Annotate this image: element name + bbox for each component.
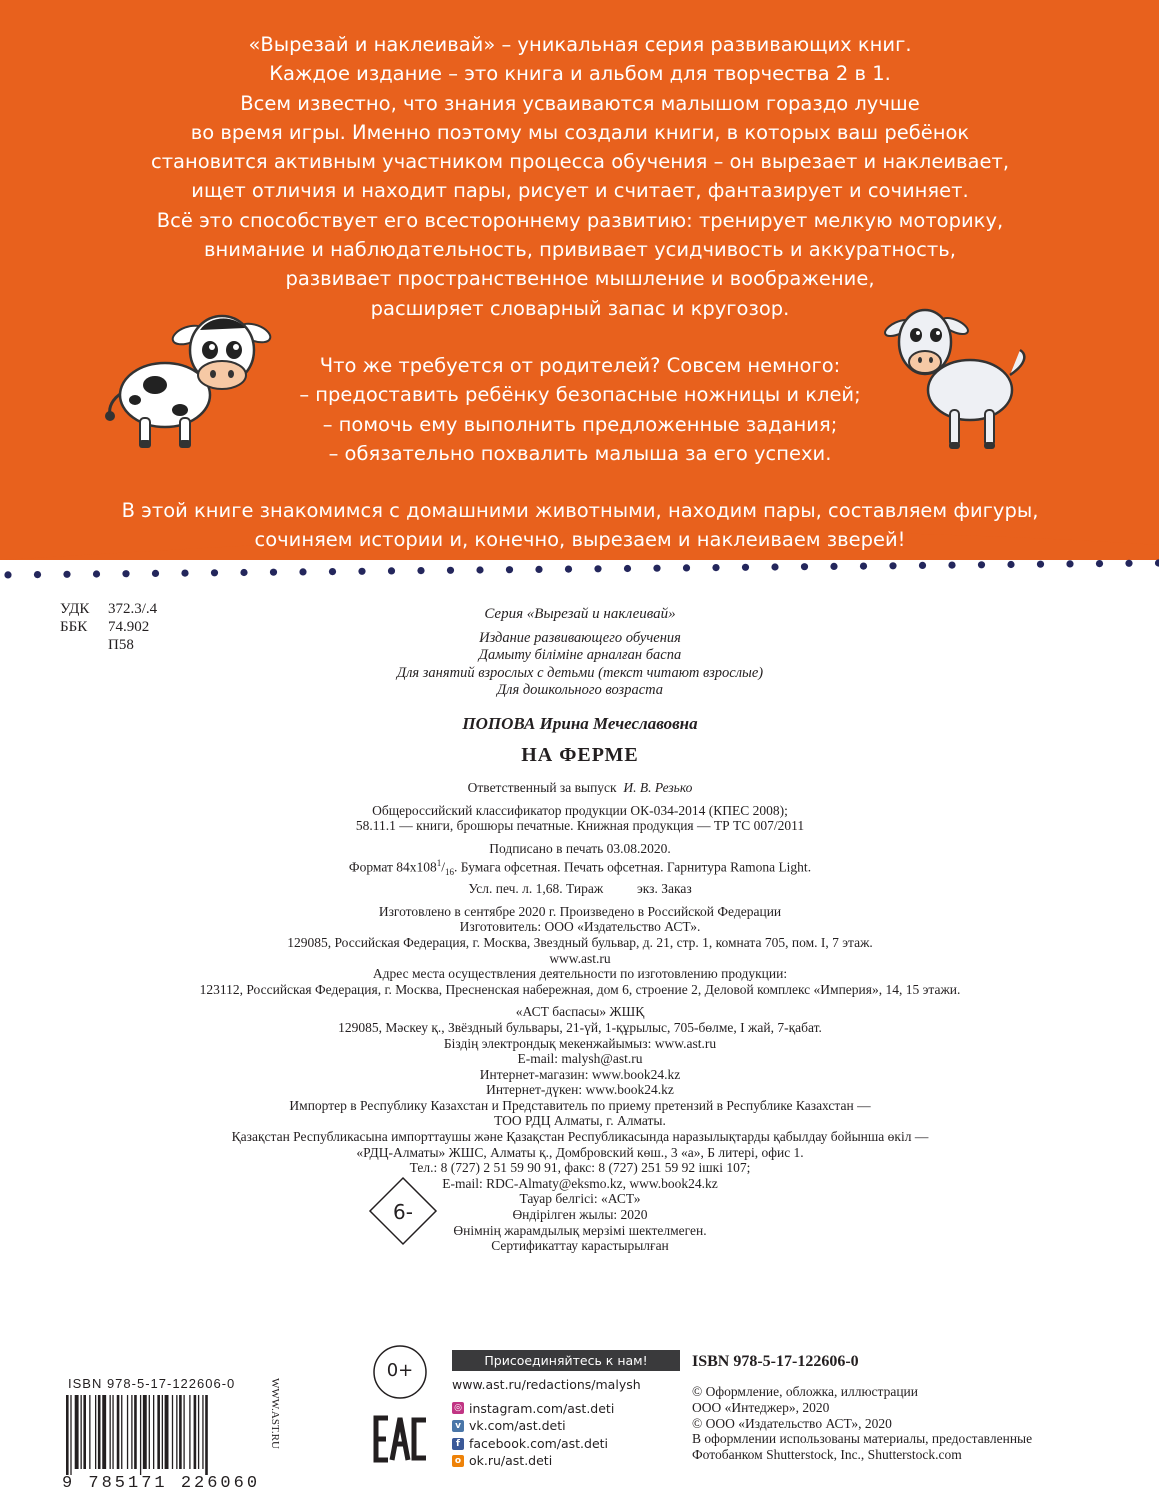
- classifier-line: Общероссийский классификатор продукции ОК-034-2014 (КПЕС 2008);: [372, 802, 788, 818]
- series-line: Дамыту біліміне арналған баспа: [478, 647, 682, 663]
- copyright-line: © Оформление, обложка, иллюстрации: [692, 1384, 918, 1399]
- divider-dot: [270, 569, 277, 576]
- svg-text:WWW.AST.RU: WWW.AST.RU: [269, 1378, 281, 1449]
- intro-line: ищет отличия и находит пары, рисует и считает, фантазирует и сочиняет.: [191, 179, 969, 203]
- format-line: Формат $84x108^1/_{16}$. Бумага офсетная. Печать офсетная. Гарнитура Ramona Light.: [348, 858, 812, 878]
- barcode-bar: [153, 1395, 154, 1469]
- barcode-bar: [83, 1395, 86, 1469]
- parents-question: Что же требуется от родителей? Совсем немного:: [319, 353, 841, 377]
- barcode: [62, 1376, 262, 1475]
- kz-line: «РДЦ-Алматы» ЖШС, Алматы қ., Домбровский көш., 3 «а», Б литері, офис 1.: [356, 1144, 804, 1160]
- kz-line: Біздің электрондық мекенжайымыз: www.ast.ru: [443, 1035, 717, 1051]
- divider-dot: [211, 569, 218, 576]
- ok-link[interactable]: ok.ru/ast.deti: [469, 1453, 553, 1469]
- responsible-name: И. В. Резько: [623, 780, 693, 795]
- barcode-bar: [149, 1395, 150, 1469]
- divider-dot: [1155, 559, 1159, 566]
- barcode-bar: [189, 1395, 190, 1469]
- divider-dot: [978, 561, 985, 568]
- print-sheets: Усл. печ. л. 1,68. Тираж экз. Заказ: [468, 881, 692, 897]
- divider-dot: [417, 567, 424, 574]
- book-title: НА ФЕРМЕ: [521, 744, 639, 766]
- barcode-bar: [112, 1395, 113, 1469]
- divider-dot: [93, 570, 100, 577]
- kz-line: Өнімнің жарамдылық мерзімі шектелмеген.: [453, 1222, 707, 1238]
- divider-dot: [181, 570, 188, 577]
- divider-dot: [535, 566, 542, 573]
- age-rating-badge: [372, 1344, 428, 1400]
- divider-dot: [712, 564, 719, 571]
- divider-dot: [653, 565, 660, 572]
- divider-dot: [801, 563, 808, 570]
- barcode-bar: [157, 1395, 160, 1469]
- barcode-bar: [143, 1395, 147, 1469]
- kz-line: Қазақстан Республикасына импорттаушы және Қазақстан Республикасында наразылықтарды қабылдау бойынша өкіл —: [231, 1129, 929, 1145]
- intro-line: во время игры. Именно поэтому мы создали книги, в которых ваш ребёнок: [190, 120, 970, 144]
- divider-dot: [299, 568, 306, 575]
- ok-icon: o: [452, 1455, 464, 1467]
- barcode-bar: [89, 1395, 90, 1469]
- barcode-bar: [176, 1395, 177, 1469]
- kz-line: Тел.: 8 (727) 2 51 59 90 91, факс: 8 (727) 251 59 92 ішкі 107;: [409, 1160, 751, 1176]
- conclusion-line: сочиняем истории и, конечно, вырезаем и наклеиваем зверей!: [254, 528, 906, 552]
- manufacture-line: Изготовлено в сентябре 2020 г. Произведено в Российской Федерации: [378, 903, 782, 919]
- divider-dot: [889, 562, 896, 569]
- facebook-link[interactable]: facebook.com/ast.deti: [469, 1435, 609, 1451]
- manufacture-line: Изготовитель: ООО «Издательство АСТ».: [459, 919, 701, 935]
- barcode-side-text: [266, 1376, 286, 1486]
- age-badge-text: 6-: [393, 1200, 413, 1224]
- classifier-line: 58.11.1 — книги, брошюры печатные. Книжная продукция — ТР ТС 007/2011: [355, 818, 805, 834]
- facebook-icon: f: [452, 1438, 464, 1450]
- kz-line: Интернет-магазин: www.book24.kz: [479, 1066, 681, 1082]
- intro-line: расширяет словарный запас и кругозор.: [370, 296, 790, 320]
- barcode-isbn: ISBN 978-5-17-122606-0: [68, 1376, 236, 1391]
- bbk-label: ББК: [60, 619, 88, 635]
- divider-dot: [1066, 560, 1073, 567]
- intro-line: Каждое издание – это книга и альбом для творчества 2 в 1.: [269, 62, 891, 86]
- goat-illustration: [880, 290, 1040, 460]
- tip-line: – предоставить ребёнку безопасные ножницы и клей;: [299, 383, 861, 407]
- barcode-bar: [117, 1395, 120, 1469]
- manufacture-line: Адрес места осуществления деятельности по изготовлению продукции:: [372, 966, 788, 982]
- barcode-bar: [183, 1395, 184, 1469]
- kz-line: Тауар белгісі: «АСТ»: [519, 1191, 641, 1207]
- barcode-bar: [198, 1395, 199, 1469]
- barcode-bar: [66, 1395, 69, 1475]
- intro-line: развивает пространственное мышление и воображение,: [285, 267, 875, 291]
- barcode-bar: [127, 1395, 128, 1469]
- divider-dot: [565, 566, 572, 573]
- join-us-band: Присоединяйтесь к нам!: [452, 1350, 680, 1371]
- divider-dot: [388, 567, 395, 574]
- divider-dot: [919, 562, 926, 569]
- divider-dot: [830, 563, 837, 570]
- divider-dot: [948, 562, 955, 569]
- divider-dot: [624, 565, 631, 572]
- cow-illustration: [100, 300, 280, 460]
- divider-dot: [506, 566, 513, 573]
- divider-dot: [594, 565, 601, 572]
- tip-line: – помочь ему выполнить предложенные задания;: [322, 412, 838, 436]
- site-link[interactable]: www.ast.ru/redactions/malysh: [452, 1377, 641, 1392]
- social-links: [452, 1376, 641, 1470]
- divider-dot: [771, 563, 778, 570]
- divider-dot: [860, 563, 867, 570]
- divider-dot: [34, 571, 41, 578]
- divider-dot: [4, 571, 11, 578]
- intro-line: Всё это способствует его всестороннему развитию: тренирует мелкую моторику,: [156, 208, 1004, 232]
- barcode-bar: [75, 1395, 79, 1469]
- intro-line: Всем известно, что знания усваиваются малышом гораздо лучше: [240, 91, 920, 115]
- divider-dot: [742, 564, 749, 571]
- copyright-line: © ООО «Издательство АСТ», 2020: [692, 1415, 892, 1431]
- divider-dot: [358, 568, 365, 575]
- divider-dot: [329, 568, 336, 575]
- tip-line: – обязательно похвалить малыша за его успехи.: [328, 441, 832, 465]
- barcode-bar: [202, 1395, 203, 1469]
- instagram-link[interactable]: instagram.com/ast.deti: [469, 1400, 615, 1416]
- udk-label: УДК: [60, 601, 90, 617]
- divider-dot: [1096, 560, 1103, 567]
- kz-line: «АСТ баспасы» ЖШҚ: [515, 1004, 645, 1020]
- divider-dot: [683, 564, 690, 571]
- udk-value: 372.3/.4: [108, 601, 158, 617]
- kz-line: ТОО РДЦ Алматы, г. Алматы.: [494, 1113, 666, 1129]
- barcode-bar: [81, 1395, 82, 1469]
- divider-dot: [1125, 560, 1132, 567]
- intro-line: «Вырезай и наклеивай» – уникальная серия развивающих книг.: [248, 33, 912, 56]
- barcode-bars: [62, 1395, 262, 1475]
- barcode-bar: [140, 1395, 141, 1475]
- barcode-bar: [165, 1395, 169, 1469]
- dotted-divider: [0, 555, 1159, 595]
- imprint-block: [180, 780, 980, 1254]
- series-line: Для дошкольного возраста: [496, 682, 664, 698]
- series-line: Для занятий взрослых с детьми (текст читают взрослые): [396, 664, 764, 681]
- bbk-value: 74.902: [108, 619, 150, 635]
- divider-dot: [1037, 561, 1044, 568]
- divider-dot: [1007, 561, 1014, 568]
- kz-line: E-mail: malysh@ast.ru: [517, 1051, 643, 1067]
- barcode-bar: [194, 1395, 197, 1469]
- copyright-line: ООО «Интеджер», 2020: [692, 1399, 830, 1415]
- signed-date: Подписано в печать 03.08.2020.: [489, 840, 671, 856]
- barcode-bar: [131, 1395, 132, 1469]
- kz-line: E-mail: RDC-Almaty@eksmo.kz, www.book24.kz: [442, 1175, 718, 1191]
- barcode-bar: [205, 1395, 208, 1475]
- barcode-bar: [110, 1395, 111, 1469]
- classification-block: [60, 600, 157, 654]
- copyright-block: [692, 1384, 1032, 1463]
- manufacture-line: 123112, Российская Федерация, г. Москва, Пресненская набережная, дом 6, строение 2, Деловой комплекс «Империя», 14, 15 этажи.: [199, 981, 961, 997]
- responsible-label: Ответственный за выпуск: [467, 780, 617, 795]
- barcode-bar: [172, 1395, 173, 1469]
- copyright-line: В оформлении использованы материалы, предоставленные: [692, 1431, 1033, 1447]
- series-title: Серия «Вырезай и наклеивай»: [484, 606, 676, 622]
- intro-line: внимание и наблюдательность, прививает усидчивость и аккуратность,: [204, 238, 956, 262]
- isbn: ISBN 978-5-17-122606-0: [692, 1353, 859, 1370]
- author-name: ПОПОВА Ирина Мечеславовна: [462, 714, 698, 733]
- kz-line: Импортер в Республику Казахстан и Представитель по приему претензий в Республике Казахстан —: [289, 1097, 871, 1113]
- intro-line: становится активным участником процесса обучения – он вырезает и наклеивает,: [150, 150, 1010, 174]
- kz-line: Интернет-дүкен: www.book24.kz: [486, 1082, 674, 1098]
- barcode-bar: [179, 1395, 182, 1469]
- conclusion-line: В этой книге знакомимся с домашними животными, находим пары, составляем фигуры,: [121, 499, 1039, 523]
- eac-mark-icon: [372, 1414, 428, 1464]
- series-line: Издание развивающего обучения: [479, 629, 681, 646]
- divider-dot: [447, 567, 454, 574]
- copyright-line: Фотобанком Shutterstock, Inc., Shutterstock.com: [692, 1447, 962, 1463]
- vk-link[interactable]: vk.com/ast.deti: [469, 1418, 566, 1434]
- barcode-bar: [162, 1395, 163, 1469]
- author-code: П58: [108, 637, 134, 653]
- age-badge: [368, 1176, 438, 1246]
- divider-dot: [476, 566, 483, 573]
- barcode-bar: [70, 1395, 71, 1475]
- manufacture-line: 129085, Российская Федерация, г. Москва, Звездный бульвар, д. 21, стр. 1, комната 705, пом. I, 7 этаж.: [287, 934, 873, 950]
- series-block: [300, 606, 860, 700]
- barcode-bar: [95, 1395, 96, 1469]
- barcode-bar: [134, 1395, 137, 1469]
- divider-dot: [240, 569, 247, 576]
- age-rating-text: 0+: [386, 1360, 414, 1381]
- kz-line: Өндірілген жылы: 2020: [512, 1207, 648, 1223]
- barcode-bar: [98, 1395, 101, 1469]
- manufacture-line: www.ast.ru: [549, 950, 611, 966]
- divider-dot: [63, 571, 70, 578]
- barcode-digits: 9 785171 226060: [62, 1474, 261, 1493]
- divider-dot: [152, 570, 159, 577]
- kz-line: Сертификаттау карастырылған: [491, 1238, 669, 1254]
- kz-line: 129085, Мәскеу қ., Звёздный бульвары, 21-үй, 1-құрылыс, 705-бөлме, I жай, 7-қабат.: [338, 1019, 822, 1035]
- vk-icon: v: [452, 1420, 464, 1432]
- barcode-bar: [121, 1395, 122, 1469]
- instagram-icon: ◎: [452, 1402, 464, 1414]
- barcode-bar: [102, 1395, 106, 1469]
- divider-dot: [122, 570, 129, 577]
